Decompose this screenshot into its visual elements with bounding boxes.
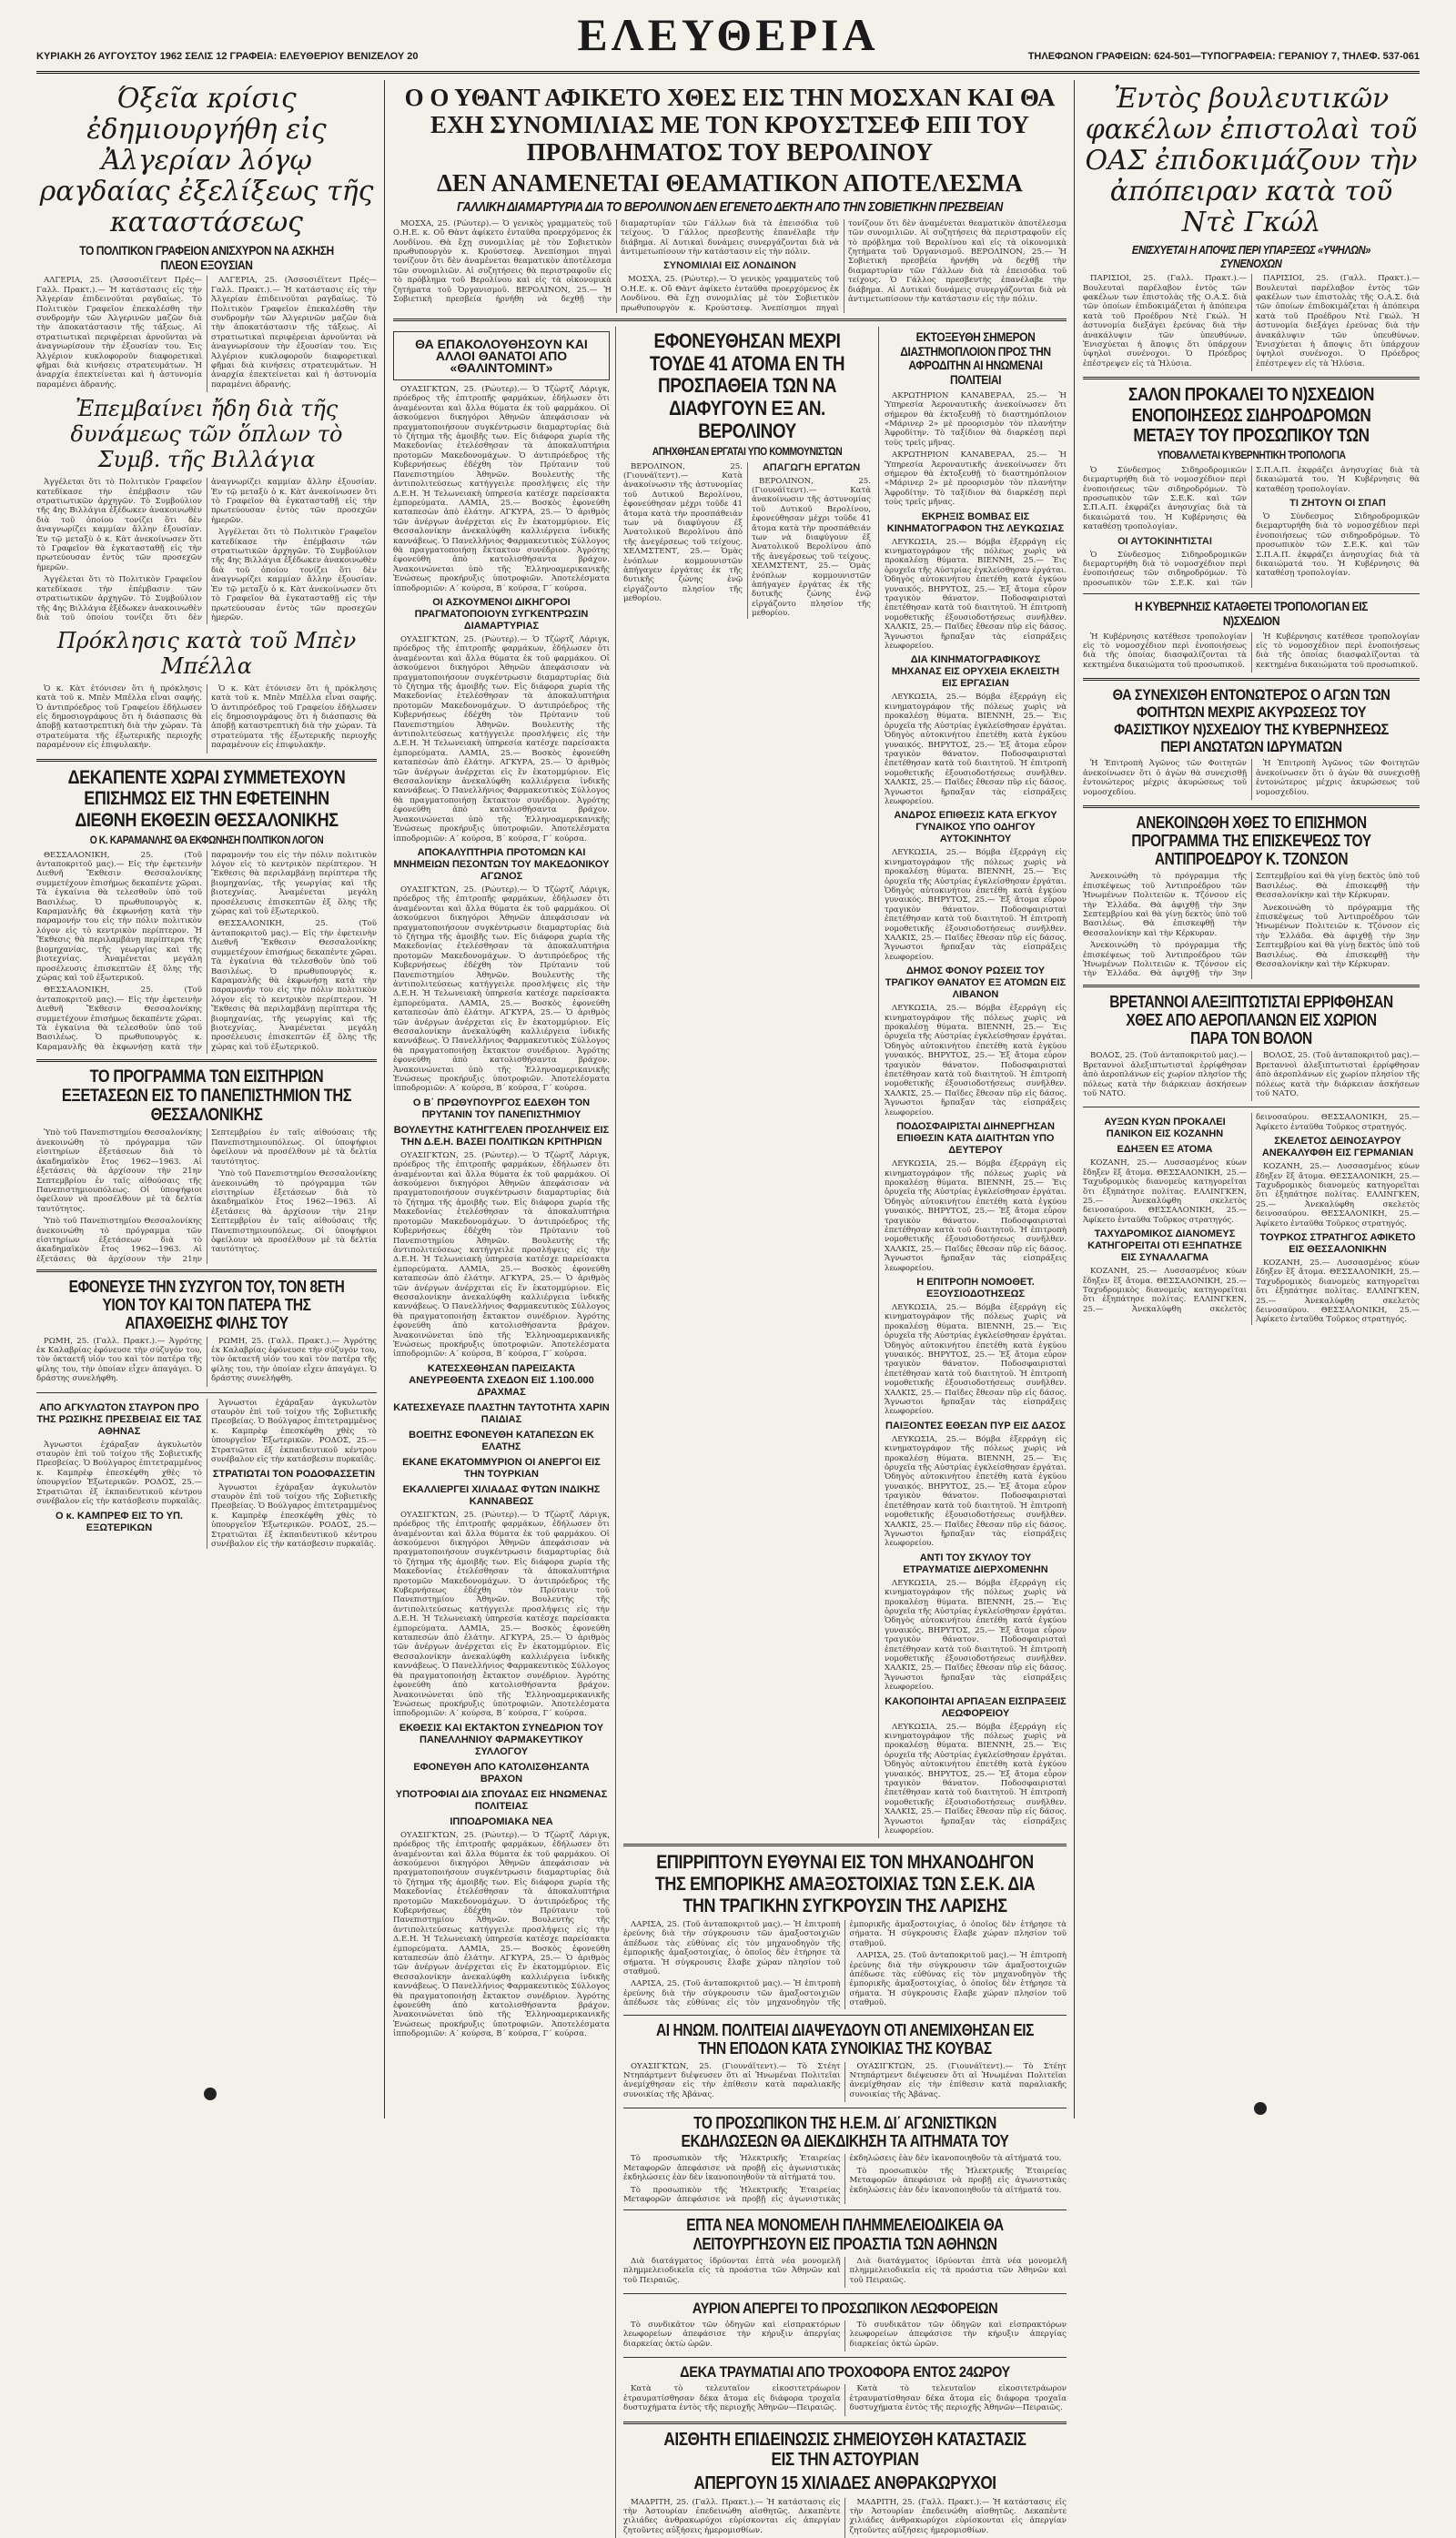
center-main-top xyxy=(623,327,1067,1838)
article-body: Ἀνεκοινώθη τὸ πρόγραμμα τῆς ἐπισκέψεως τοῦ Ἀντιπροέδρου τῶν Ἡνωμένων Πολιτειῶν κ. Τζόνσον εἰς τὴν Ἑλλάδα. Θὰ ἀφιχθῇ τὴν 3ην Σεπτεμβρίου καὶ θὰ γίνῃ δεκτὸς ὑπὸ τοῦ Βασιλέως. Θὰ ἐπισκεφθῇ τὴν Θεσσαλονίκην καὶ τὴν Κέρκυραν. Ἀνεκοινώθη τὸ πρόγραμμα τῆς ἐπισκέψεως τοῦ Ἀντιπροέδρου τῶν Ἡνωμένων Πολιτειῶν κ. Τζόνσον εἰς τὴν Ἑλλάδα. Θὰ ἀφιχθῇ τὴν 3ην Σεπτεμβρίου καὶ θὰ γίνῃ δεκτὸς ὑπὸ τοῦ Βασιλέως. Θὰ ἐπισκεφθῇ τὴν Θεσσαλονίκην καὶ τὴν Κέρκυραν. Ἀνεκοινώθη τὸ πρόγραμμα τῆς ἐπισκέψεως τοῦ Ἀντιπροέδρου τῶν Ἡνωμένων Πολιτειῶν κ. Τζόνσον εἰς τὴν Ἑλλάδα. Θὰ ἀφιχθῇ τὴν 3ην Σεπτεμβρίου καὶ θὰ γίνῃ δεκτὸς ὑπὸ τοῦ Βασιλέως. Θὰ ἐπισκεφθῇ τὴν Θεσσαλονίκην καὶ τὴν Κέρκυραν. xyxy=(1083,872,1420,979)
article-headline: ΤΟ ΠΡΟΣΩΠΙΚΟΝ ΤΗΣ Η.Ε.Μ. ΔΙ΄ ΑΓΩΝΙΣΤΙΚΩΝ ΕΚΔΗΛΩΣΕΩΝ ΘΑ ΔΙΕΚΔΙΚΗΣΗ ΤΑ ΑΙΤΗΜΑΤΑ ΤΟΥ xyxy=(681,2114,1009,2151)
brief-body: ΚΟΖΑΝΗ, 25.— Λυσσασμένος κύων ἔδηξεν ἓξ ἄτομα. ΘΕΣΣΑΛΟΝΙΚΗ, 25.— Ταχυδρομικὸς διανομεὺς κατηγορεῖται ὅτι ἐξηπάτησε πολίτας. ΕΛΛΙΝΓΚΕΝ, 25.— Ἀνεκαλύφθη σκελετὸς δεινοσαύρου. ΘΕΣΣΑΛΟΝΙΚΗ, 25.— Ἀφίκετο ἐνταῦθα Τοῦρκος στρατηγός. xyxy=(1083,1113,1420,1314)
brief-news xyxy=(1083,1113,1420,1325)
brief-body: Ἀγνωστοι ἐχάραξαν ἀγκυλωτὸν σταυρὸν ἐπὶ τοῦ τοίχου τῆς Σοβιετικῆς Πρεσβείας. Ὁ Βούλγαρος ἐπιτετραμμένος κ. Καμπρὲφ ἐπεσκέφθη χθὲς τὸ ὑπουργεῖον Ἐξωτερικῶν. ΡΟΔΟΣ, 25.— Στρατιῶται ἐξ ἐκπαιδευτικοῦ κέντρου συνέβαλον εἰς τὴν κατάσβεσιν πυρκαϊᾶς. xyxy=(211,1398,378,1465)
article-body: ΜΑΔΡΙΤΗ, 25. (Γαλλ. Πρακτ.).— Ἡ κατάστασις εἰς τὴν Ἀστουρίαν ἐπεδεινώθη αἰσθητῶς. Δεκαπέντε χιλιάδες ἀνθρακωρύχοι εὑρίσκονται εἰς ἀπεργίαν ζητοῦντες αὐξήσεις ἡμερομισθίων. ΜΑΔΡΙΤΗ, 25. (Γαλλ. Πρακτ.).— Ἡ κατάστασις εἰς τὴν Ἀστουρίαν ἐπεδεινώθη αἰσθητῶς. Δεκαπέντε χιλιάδες ἀνθρακωρύχοι εὑρίσκονται εἰς ἀπεργίαν ζητοῦντες αὐξήσεις ἡμερομισθίων. xyxy=(623,2497,1067,2535)
article-headline: ΕΚΤΟΞΕΥΘΗ ΣΗΜΕΡΟΝ ΔΙΑΣΤΗΜΟΠΛΟΙΟΝ ΠΡΟΣ ΤΗΝ ΑΦΡΟΔΙΤΗΝ ΑΙ ΗΝΩΜΕΝΑΙ ΠΟΛΙΤΕΙΑΙ xyxy=(900,329,1051,388)
article-subhead: ΤΟ ΠΟΛΙΤΙΚΟΝ ΓΡΑΦΕΙΟΝ ΑΝΙΣΧΥΡΟΝ ΝΑ ΑΣΚΗΣΗ ΠΛΕΟΝ ΕΞΟΥΣΙΑΝ xyxy=(79,243,334,272)
brief-headline: ΘΑ ΕΠΑΚΟΛΟΥΘΗΣΟΥΝ ΚΑΙ ΑΛΛΟΙ ΘΑΝΑΤΟΙ ΑΠΟ «ΘΑΛΙΝΤΟΜΙΝΤ» xyxy=(415,337,588,376)
article-headline: ΔΕΚΑ ΤΡΑΥΜΑΤΙΑΙ ΑΠΟ ΤΡΟΧΟΦΟΡΑ ΕΝΤΟΣ 24ΩΡΟΥ xyxy=(680,2363,1010,2381)
brief-body: ΟΥΑΣΙΓΚΤΩΝ, 25. (Ρώυτερ).— Ὁ Τζὼρτζ Λάριγκ, πρόεδρος τῆς ἐπιτροπῆς φαρμάκων, ἐδήλωσεν ὅτι ἀναμένονται καὶ ἄλλα θύματα ἐκ τοῦ φαρμάκου. Οἱ ἀσκούμενοι δικηγόροι Ἀθηνῶν ἀπεφάσισαν νὰ πραγματοποιήσουν συγκέντρωσιν διαμαρτυρίας διὰ τὸ ζήτημα τῆς ἀμοιβῆς των. Εἰς διάφορα χωρία τῆς Μακεδονίας ἐτελέσθησαν τὰ ἀποκαλυπτήρια προτομῶν Μακεδονομάχων. Ὁ ἀντιπρόεδρος τῆς Κυβερνήσεως ἐδέχθη τὸν Πρύτανιν τοῦ Πανεπιστημίου Ἀθηνῶν. Βουλευτὴς τῆς ἀντιπολιτεύσεως κατήγγειλε προσλήψεις εἰς τὴν Δ.Ε.Η. Ἡ Τελωνειακὴ ὑπηρεσία κατέσχε παρείσακτα ἐμπορεύματα. ΛΑΜΙΑ, 25.— Βοσκὸς ἐφονεύθη καταπεσὼν ἀπὸ ἐλάτην. ΑΓΚΥΡΑ, 25.— Ὁ ἀριθμὸς τῶν ἀνέργων ἀνέρχεται εἰς ἓν ἑκατομμύριον. Εἰς Θεσσαλονίκην ἀνεκαλύφθη καλλιέργεια ἰνδικῆς καννάβεως. Ὁ Πανελλήνιος Φαρμακευτικὸς Σύλλογος θὰ πραγματοποιήσῃ ἔκτακτον συνέδριον. Ἀγρότης ἐφονεύθη ἀπὸ κατολισθήσαντα βράχον. Ἀνακοινώνεται ὑπὸ τῆς Ἑλληνοαμερικανικῆς Ἐνώσεως προκήρυξις ὑποτροφιῶν. Ἀποτελέσματα ἱπποδρομιῶν: Α΄ κούρσα, Β΄ κούρσα, Γ΄ κούρσα. xyxy=(393,385,610,593)
ink-blot xyxy=(1254,2102,1267,2115)
brief-headline: ΔΗΜΟΣ ΦΟΝΟΥ ΡΩΣΕΙΣ ΤΟΥ ΤΡΑΓΙΚΟΥ ΘΑΝΑΤΟΥ ΕΞ ΑΤΟΜΩΝ ΕΙΣ ΛΙΒΑΝΟΝ xyxy=(885,966,1067,1001)
divider xyxy=(36,759,377,762)
article-subhead: Ο Κ. ΚΑΡΑΜΑΝΛΗΣ ΘΑ ΕΚΦΩΝΗΣΗ ΠΟΛΙΤΙΚΟΝ ΛΟΓΟΝ xyxy=(89,834,324,847)
article-body: ΛΑΡΙΣΑ, 25. (Τοῦ ἀνταποκριτοῦ μας).— Ἡ ἐπιτροπὴ ἐρεύνης διὰ τὴν σύγκρουσιν τῶν ἀμαξοστοιχιῶν ἀπέδωσε τὰς εὐθύνας εἰς τὸν μηχανοδηγὸν τῆς ἐμπορικῆς ἀμαξοστοιχίας, ὁ ὁποῖος δὲν ἐτήρησε τὰ σήματα. Ἡ σύγκρουσις ἔλαβε χώραν πλησίον τοῦ σταθμοῦ. ΛΑΡΙΣΑ, 25. (Τοῦ ἀνταποκριτοῦ μας).— Ἡ ἐπιτροπὴ ἐρεύνης διὰ τὴν σύγκρουσιν τῶν ἀμαξοστοιχιῶν ἀπέδωσε τὰς εὐθύνας εἰς τὸν μηχανοδηγὸν τῆς ἐμπορικῆς ἀμαξοστοιχίας, ὁ ὁποῖος δὲν ἐτήρησε τὰ σήματα. Ἡ σύγκρουσις ἔλαβε χώραν πλησίον τοῦ σταθμοῦ. ΛΑΡΙΣΑ, 25. (Τοῦ ἀνταποκριτοῦ μας).— Ἡ ἐπιτροπὴ ἐρεύνης διὰ τὴν σύγκρουσιν τῶν ἀμαξοστοιχιῶν ἀπέδωσε τὰς εὐθύνας εἰς τὸν μηχανοδηγὸν τῆς ἐμπορικῆς ἀμαξοστοιχίας, ὁ ὁποῖος δὲν ἐτήρησε τὰ σήματα. Ἡ σύγκρουσις ἔλαβε χώραν πλησίον τοῦ σταθμοῦ. xyxy=(623,1920,1067,2008)
brief-news xyxy=(36,1399,377,1550)
article-headline: ΒΡΕΤΑΝΝΟΙ ΑΛΕΞΙΠΤΩΤΙΣΤΑΙ ΕΡΡΙΦΘΗΣΑΝ ΧΘΕΣ ΑΠΟ ΑΕΡΟΠΛΑΝΩΝ ΕΙΣ ΧΩΡΙΟΝ ΠΑΡΑ ΤΟΝ ΒΟΛΟΝ xyxy=(1109,992,1393,1048)
brief-body: ΛΕΥΚΩΣΙΑ, 25.— Βόμβα ἐξερράγη εἰς κινηματογράφον τῆς πόλεως χωρὶς νὰ προκαλέσῃ θύματα. ΒΙΕΝΝΗ, 25.— Ἐις ὀρυχεῖα τῆς Αὐστρίας ἐγκλείσθησαν ἐργάται. Ὁδηγὸς αὐτοκινήτου ἐπετέθη κατὰ ἐγκύου γυναικός. ΒΗΡΥΤΟΣ, 25.— Ἐξ ἄτομα εὗρον τραγικὸν θάνατον. Ποδοσφαιρισταὶ ἐπετέθησαν κατὰ τοῦ διαιτητοῦ. Ἡ ἐπιτροπὴ νομοθετικῆς ἐξουσιοδοτήσεως συνῆλθεν. ΧΑΛΚΙΣ, 25.— Παῖδες ἔθεσαν πῦρ εἰς δάσος. Ἄγνωστοι ἥρπαξαν τὰς εἰσπράξεις λεωφορείου. xyxy=(885,1722,1067,1836)
brief-headline: ΑΝΤΙ ΤΟΥ ΣΚΥΛΟΥ ΤΟΥ ΕΤΡΑΥΜΑΤΙΣΕ ΔΙΕΡΧΟΜΕΝΗΝ xyxy=(903,1552,1048,1575)
brief-headline: ΕΚΑΛΛΙΕΡΓΕΙ ΧΙΛΙΑΔΑΣ ΦΥΤΩΝ ΙΝΔΙΚΗΣ ΚΑΝΝΑΒΕΩΣ xyxy=(402,1483,601,1507)
brief-headline: ΑΠΟ ΑΓΚΥΛΩΤΟΝ ΣΤΑΥΡΟΝ ΠΡΟ ΤΗΣ ΡΩΣΙΚΗΣ ΠΡΕΣΒΕΙΑΣ ΕΙΣ ΤΑΣ ΑΘΗΝΑΣ xyxy=(36,1401,202,1437)
brief-headline: ΤΟΥΡΚΟΣ ΣΤΡΑΤΗΓΟΣ ΑΦΙΚΕΤΟ ΕΙΣ ΘΕΣΣΑΛΟΝΙΚΗΝ xyxy=(1259,1232,1416,1256)
article-body: Τὸ προσωπικὸν τῆς Ἡλεκτρικῆς Ἑταιρείας Μεταφορῶν ἀπεφάσισε νὰ προβῇ εἰς ἀγωνιστικὰς ἐκδηλώσεις ἐὰν δὲν ἱκανοποιηθοῦν τὰ αἰτήματά του. Τὸ προσωπικὸν τῆς Ἡλεκτρικῆς Ἑταιρείας Μεταφορῶν ἀπεφάσισε νὰ προβῇ εἰς ἀγωνιστικὰς ἐκδηλώσεις ἐὰν δὲν ἱκανοποιηθοῦν τὰ αἰτήματά του. Τὸ προσωπικὸν τῆς Ἡλεκτρικῆς Ἑταιρείας Μεταφορῶν ἀπεφάσισε νὰ προβῇ εἰς ἀγωνιστικὰς ἐκδηλώσεις ἐὰν δὲν ἱκανοποιηθοῦν τὰ αἰτήματά του. xyxy=(623,2154,1067,2205)
left-column xyxy=(36,80,377,2118)
brief-body: ΟΥΑΣΙΓΚΤΩΝ, 25. (Ρώυτερ).— Ὁ Τζὼρτζ Λάριγκ, πρόεδρος τῆς ἐπιτροπῆς φαρμάκων, ἐδήλωσεν ὅτι ἀναμένονται καὶ ἄλλα θύματα ἐκ τοῦ φαρμάκου. Οἱ ἀσκούμενοι δικηγόροι Ἀθηνῶν ἀπεφάσισαν νὰ πραγματοποιήσουν συγκέντρωσιν διαμαρτυρίας διὰ τὸ ζήτημα τῆς ἀμοιβῆς των. Εἰς διάφορα χωρία τῆς Μακεδονίας ἐτελέσθησαν τὰ ἀποκαλυπτήρια προτομῶν Μακεδονομάχων. Ὁ ἀντιπρόεδρος τῆς Κυβερνήσεως ἐδέχθη τὸν Πρύτανιν τοῦ Πανεπιστημίου Ἀθηνῶν. Βουλευτὴς τῆς ἀντιπολιτεύσεως κατήγγειλε προσλήψεις εἰς τὴν Δ.Ε.Η. Ἡ Τελωνειακὴ ὑπηρεσία κατέσχε παρείσακτα ἐμπορεύματα. ΛΑΜΙΑ, 25.— Βοσκὸς ἐφονεύθη καταπεσὼν ἀπὸ ἐλάτην. ΑΓΚΥΡΑ, 25.— Ὁ ἀριθμὸς τῶν ἀνέργων ἀνέρχεται εἰς ἓν ἑκατομμύριον. Εἰς Θεσσαλονίκην ἀνεκαλύφθη καλλιέργεια ἰνδικῆς καννάβεως. Ὁ Πανελλήνιος Φαρμακευτικὸς Σύλλογος θὰ πραγματοποιήσῃ ἔκτακτον συνέδριον. Ἀγρότης ἐφονεύθη ἀπὸ κατολισθήσαντα βράχον. Ἀνακοινώνεται ὑπὸ τῆς Ἑλληνοαμερικανικῆς Ἐνώσεως προκήρυξις ὑποτροφιῶν. Ἀποτελέσματα ἱπποδρομιῶν: Α΄ κούρσα, Β΄ κούρσα, Γ΄ κούρσα. xyxy=(393,1150,610,1360)
brief-body: ΛΕΥΚΩΣΙΑ, 25.— Βόμβα ἐξερράγη εἰς κινηματογράφον τῆς πόλεως χωρὶς νὰ προκαλέσῃ θύματα. ΒΙΕΝΝΗ, 25.— Ἐις ὀρυχεῖα τῆς Αὐστρίας ἐγκλείσθησαν ἐργάται. Ὁδηγὸς αὐτοκινήτου ἐπετέθη κατὰ ἐγκύου γυναικός. ΒΗΡΥΤΟΣ, 25.— Ἐξ ἄτομα εὗρον τραγικὸν θάνατον. Ποδοσφαιρισταὶ ἐπετέθησαν κατὰ τοῦ διαιτητοῦ. Ἡ ἐπιτροπὴ νομοθετικῆς ἐξουσιοδοτήσεως συνῆλθεν. ΧΑΛΚΙΣ, 25.— Παῖδες ἔθεσαν πῦρ εἰς δάσος. Ἄγνωστοι ἥρπαξαν τὰς εἰσπράξεις λεωφορείου. xyxy=(885,1302,1067,1417)
brief-headline: Ο κ. ΚΑΜΠΡΕΦ ΕΙΣ ΤΟ ΥΠ. ΕΞΩΤΕΡΙΚΩΝ xyxy=(56,1510,183,1533)
brief-headline: ΣΤΡΑΤΙΩΤΑΙ ΤΟΝ ΡΟΔΟΦΑΣΣΕΤΙΝ xyxy=(212,1468,376,1480)
brief-body: ΚΟΖΑΝΗ, 25.— Λυσσασμένος κύων ἔδηξεν ἓξ ἄτομα. ΘΕΣΣΑΛΟΝΙΚΗ, 25.— Ταχυδρομικὸς διανομεὺς κατηγορεῖται ὅτι ἐξηπάτησε πολίτας. ΕΛΛΙΝΓΚΕΝ, 25.— Ἀνεκαλύφθη σκελετὸς δεινοσαύρου. ΘΕΣΣΑΛΟΝΙΚΗ, 25.— Ἀφίκετο ἐνταῦθα Τοῦρκος στρατηγός. xyxy=(1256,1162,1420,1229)
article-headline: Όξεῖα κρίσις ἐδημιουργήθη εἰς Ἀλγερίαν λόγῳ ραγδαίας ἐξελίξεως τῆς καταστάσεως xyxy=(39,83,374,238)
brief-body: ΛΕΥΚΩΣΙΑ, 25.— Βόμβα ἐξερράγη εἰς κινηματογράφον τῆς πόλεως χωρὶς νὰ προκαλέσῃ θύματα. ΒΙΕΝΝΗ, 25.— Ἐις ὀρυχεῖα τῆς Αὐστρίας ἐγκλείσθησαν ἐργάται. Ὁδηγὸς αὐτοκινήτου ἐπετέθη κατὰ ἐγκύου γυναικός. ΒΗΡΥΤΟΣ, 25.— Ἐξ ἄτομα εὗρον τραγικὸν θάνατον. Ποδοσφαιρισταὶ ἐπετέθησαν κατὰ τοῦ διαιτητοῦ. Ἡ ἐπιτροπὴ νομοθετικῆς ἐξουσιοδοτήσεως συνῆλθεν. ΧΑΛΚΙΣ, 25.— Παῖδες ἔθεσαν πῦρ εἰς δάσος. Ἄγνωστοι ἥρπαξαν τὰς εἰσπράξεις λεωφορείου. xyxy=(885,693,1067,806)
brief-body: ΟΥΑΣΙΓΚΤΩΝ, 25. (Ρώυτερ).— Ὁ Τζὼρτζ Λάριγκ, πρόεδρος τῆς ἐπιτροπῆς φαρμάκων, ἐδήλωσεν ὅτι ἀναμένονται καὶ ἄλλα θύματα ἐκ τοῦ φαρμάκου. Οἱ ἀσκούμενοι δικηγόροι Ἀθηνῶν ἀπεφάσισαν νὰ πραγματοποιήσουν συγκέντρωσιν διαμαρτυρίας διὰ τὸ ζήτημα τῆς ἀμοιβῆς των. Εἰς διάφορα χωρία τῆς Μακεδονίας ἐτελέσθησαν τὰ ἀποκαλυπτήρια προτομῶν Μακεδονομάχων. Ὁ ἀντιπρόεδρος τῆς Κυβερνήσεως ἐδέχθη τὸν Πρύτανιν τοῦ Πανεπιστημίου Ἀθηνῶν. Βουλευτὴς τῆς ἀντιπολιτεύσεως κατήγγειλε προσλήψεις εἰς τὴν Δ.Ε.Η. Ἡ Τελωνειακὴ ὑπηρεσία κατέσχε παρείσακτα ἐμπορεύματα. ΛΑΜΙΑ, 25.— Βοσκὸς ἐφονεύθη καταπεσὼν ἀπὸ ἐλάτην. ΑΓΚΥΡΑ, 25.— Ὁ ἀριθμὸς τῶν ἀνέργων ἀνέρχεται εἰς ἓν ἑκατομμύριον. Εἰς Θεσσαλονίκην ἀνεκαλύφθη καλλιέργεια ἰνδικῆς καννάβεως. Ὁ Πανελλήνιος Φαρμακευτικὸς Σύλλογος θὰ πραγματοποιήσῃ ἔκτακτον συνέδριον. Ἀγρότης ἐφονεύθη ἀπὸ κατολισθήσαντα βράχον. Ἀνακοινώνεται ὑπὸ τῆς Ἑλληνοαμερικανικῆς Ἐνώσεως προκήρυξις ὑποτροφιῶν. Ἀποτελέσματα ἱπποδρομιῶν: Α΄ κούρσα, Β΄ κούρσα, Γ΄ κούρσα. xyxy=(393,1830,610,2039)
brief-headline: ΠΑΙΞΟΝΤΕΣ ΕΘΕΣΑΝ ΠΥΡ ΕΙΣ ΔΑΣΟΣ xyxy=(885,1420,1066,1431)
side-briefs xyxy=(878,327,1067,1838)
article-body: Ὁ κ. Κὰτ ἐτόνισεν ὅτι ἡ πρόκλησις κατὰ τοῦ κ. Μπὲν Μπέλλα εἶναι σαφής. Ὁ ἀντιπρόεδρος τοῦ Γραφείου ἐδήλωσεν εἰς δημοσιογράφους ὅτι ἡ διάσπασις θὰ ἀποβῇ καταστρεπτικὴ διὰ τὴν χώραν. Τὰ στρατεύματα τῆς ἐξωτερικῆς περιοχῆς παραμένουν εἰς ἐπιφυλακήν. Ὁ κ. Κὰτ ἐτόνισεν ὅτι ἡ πρόκλησις κατὰ τοῦ κ. Μπὲν Μπέλλα εἶναι σαφής. Ὁ ἀντιπρόεδρος τοῦ Γραφείου ἐδήλωσεν εἰς δημοσιογράφους ὅτι ἡ διάσπασις θὰ ἀποβῇ καταστρεπτικὴ διὰ τὴν χώραν. Τὰ στρατεύματα τῆς ἐξωτερικῆς περιοχῆς παραμένουν εἰς ἐπιφυλακήν. xyxy=(36,683,377,751)
article-body: ΑΛΓΕΡΙΑ, 25. (Ἀσσοσιέϊτεντ Πρές—Γαλλ. Πρακτ.).— Ἡ κατάστασις εἰς τὴν Ἀλγερίαν ἐπιδεινοῦται ραγδαίως. Τὸ Πολιτικὸν Γραφεῖον ἐπεκαλέσθη τὴν συνδρομὴν τῶν Ἀλγερινῶν μαζῶν διὰ τὴν ἀποκατάστασιν τῆς τάξεως. Αἱ στρατιωτικαὶ περιφέρειαι ἀρνοῦνται νὰ ἀναγνωρίσουν τὴν ἐξουσίαν του. Ἐις Ἀλγέριον κυκλοφοροῦν διαφορετικαὶ φῆμαι διὰ κινήσεις στρατευμάτων. Ἡ ἀναρχία ἐπεκτείνεται καὶ ἡ ἀστυνομία παραμένει ἀδρανής. ΑΛΓΕΡΙΑ, 25. (Ἀσσοσιέϊτεντ Πρές—Γαλλ. Πρακτ.).— Ἡ κατάστασις εἰς τὴν Ἀλγερίαν ἐπιδεινοῦται ραγδαίως. Τὸ Πολιτικὸν Γραφεῖον ἐπεκαλέσθη τὴν συνδρομὴν τῶν Ἀλγερινῶν μαζῶν διὰ τὴν ἀποκατάστασιν τῆς τάξεως. Αἱ στρατιωτικαὶ περιφέρειαι ἀρνοῦνται νὰ ἀναγνωρίσουν τὴν ἐξουσίαν του. Ἐις Ἀλγέριον κυκλοφοροῦν διαφορετικαὶ φῆμαι διὰ κινήσεις στρατευμάτων. Ἡ ἀναρχία ἐπεκτείνεται καὶ ἡ ἀστυνομία παραμένει ἀδρανής. xyxy=(36,276,377,389)
article-headline: ΑΥΡΙΟΝ ΑΠΕΡΓΕΙ ΤΟ ΠΡΟΣΩΠΙΚΟΝ ΛΕΩΦΟΡΕΙΩΝ xyxy=(692,2300,998,2317)
article-body: Ὁ Σύνδεσμος Σιδηροδρομικῶν διεμαρτυρήθη διὰ τὸ νομοσχέδιον περὶ ἑνοποιήσεως τῶν σιδηροδρόμων. Τὸ προσωπικὸν τῶν Σ.Ε.Κ. καὶ τῶν Σ.Π.Α.Π. ἐκφράζει ἀνησυχίας διὰ τὰ δικαιώματά του. Ἡ Κυβέρνησις θὰ καταθέσῃ τροπολογίαν. ΟΙ ΑΥΤΟΚΙΝΗΤΙΣΤΑΙ Ὁ Σύνδεσμος Σιδηροδρομικῶν διεμαρτυρήθη διὰ τὸ νομοσχέδιον περὶ ἑνοποιήσεως τῶν σιδηροδρόμων. Τὸ προσωπικὸν τῶν Σ.Ε.Κ. καὶ τῶν Σ.Π.Α.Π. ἐκφράζει ἀνησυχίας διὰ τὰ δικαιώματά του. Ἡ Κυβέρνησις θὰ καταθέσῃ τροπολογίαν. ΤΙ ΖΗΤΟΥΝ ΟΙ ΣΠΑΠ Ὁ Σύνδεσμος Σιδηροδρομικῶν διεμαρτυρήθη διὰ τὸ νομοσχέδιον περὶ ἑνοποιήσεως τῶν σιδηροδρόμων. Τὸ προσωπικὸν τῶν Σ.Ε.Κ. καὶ τῶν Σ.Π.Α.Π. ἐκφράζει ἀνησυχίας διὰ τὰ δικαιώματά του. Ἡ Κυβέρνησις θὰ καταθέσῃ τροπολογίαν. xyxy=(1083,465,1420,588)
brief-headline: ΤΑΧΥΔΡΟΜΙΚΟΣ ΔΙΑΝΟΜΕΥΣ ΚΑΤΗΓΟΡΕΙΤΑΙ ΟΤΙ ΕΞΗΠΑΤΗΣΕ ΕΙΣ ΣΥΝΑΛΛΑΓΜΑ xyxy=(1087,1229,1242,1264)
center-column xyxy=(393,80,1067,2535)
brief-headline: ΑΝΔΡΟΣ ΕΠΙΘΕΣΙΣ ΚΑΤΑ ΕΓΚΥΟΥ ΓΥΝΑΙΚΟΣ ΥΠΟ ΟΔΗΓΟΥ ΑΥΤΟΚΙΝΗΤΟΥ xyxy=(894,810,1057,845)
brief-headline: ΣΚΕΛΕΤΟΣ ΔΕΙΝΟΣΑΥΡΟΥ ΑΝΕΚΑΛΥΦΘΗ ΕΙΣ ΓΕΡΜΑΝΙΑΝ xyxy=(1261,1136,1414,1159)
brief-body: ΟΥΑΣΙΓΚΤΩΝ, 25. (Ρώυτερ).— Ὁ Τζὼρτζ Λάριγκ, πρόεδρος τῆς ἐπιτροπῆς φαρμάκων, ἐδήλωσεν ὅτι ἀναμένονται καὶ ἄλλα θύματα ἐκ τοῦ φαρμάκου. Οἱ ἀσκούμενοι δικηγόροι Ἀθηνῶν ἀπεφάσισαν νὰ πραγματοποιήσουν συγκέντρωσιν διαμαρτυρίας διὰ τὸ ζήτημα τῆς ἀμοιβῆς των. Εἰς διάφορα χωρία τῆς Μακεδονίας ἐτελέσθησαν τὰ ἀποκαλυπτήρια προτομῶν Μακεδονομάχων. Ὁ ἀντιπρόεδρος τῆς Κυβερνήσεως ἐδέχθη τὸν Πρύτανιν τοῦ Πανεπιστημίου Ἀθηνῶν. Βουλευτὴς τῆς ἀντιπολιτεύσεως κατήγγειλε προσλήψεις εἰς τὴν Δ.Ε.Η. Ἡ Τελωνειακὴ ὑπηρεσία κατέσχε παρείσακτα ἐμπορεύματα. ΛΑΜΙΑ, 25.— Βοσκὸς ἐφονεύθη καταπεσὼν ἀπὸ ἐλάτην. ΑΓΚΥΡΑ, 25.— Ὁ ἀριθμὸς τῶν ἀνέργων ἀνέρχεται εἰς ἓν ἑκατομμύριον. Εἰς Θεσσαλονίκην ἀνεκαλύφθη καλλιέργεια ἰνδικῆς καννάβεως. Ὁ Πανελλήνιος Φαρμακευτικὸς Σύλλογος θὰ πραγματοποιήσῃ ἔκτακτον συνέδριον. Ἀγρότης ἐφονεύθη ἀπὸ κατολισθήσαντα βράχον. Ἀνακοινώνεται ὑπὸ τῆς Ἑλληνοαμερικανικῆς Ἐνώσεως προκήρυξις ὑποτροφιῶν. Ἀποτελέσματα ἱπποδρομιῶν: Α΄ κούρσα, Β΄ κούρσα, Γ΄ κούρσα. xyxy=(393,634,610,844)
divider xyxy=(623,2422,1067,2424)
article-body: ΒΟΛΟΣ, 25. (Τοῦ ἀνταποκριτοῦ μας).— Βρεταννοὶ ἀλεξιπτωτισταὶ ἐρρίφθησαν ἀπὸ ἀεροπλάνων εἰς χωρίον πλησίον τῆς πόλεως κατὰ τὴν διάρκειαν ἀσκήσεων τοῦ ΝΑΤΟ. ΒΟΛΟΣ, 25. (Τοῦ ἀνταποκριτοῦ μας).— Βρεταννοὶ ἀλεξιπτωτισταὶ ἐρρίφθησαν ἀπὸ ἀεροπλάνων εἰς χωρίον πλησίον τῆς πόλεως κατὰ τὴν διάρκειαν ἀσκήσεων τοῦ ΝΑΤΟ. xyxy=(1083,1051,1420,1098)
lead-body: ΜΟΣΧΑ, 25. (Ρώυτερ).— Ὁ γενικὸς γραμματεὺς τοῦ Ο.Η.Ε. κ. Οὔ Θὰντ ἀφίκετο ἐνταῦθα προερχόμενος ἐκ Λονδίνου. Θὰ ἔχῃ συνομιλίας μὲ τὸν Σοβιετικὸν πρωθυπουργὸν κ. Κρούστσεφ. Ἀνεπίσημοι πηγαὶ τονίζουν ὅτι δὲν ἀναμένεται θεαματικὸν ἀποτέλεσμα τῶν συνομιλιῶν. Αἱ συζητήσεις θὰ περιστραφοῦν εἰς τὸ πρόβλημα τοῦ Βερολίνου καὶ εἰς τὰ οἰκονομικὰ ζητήματα τοῦ Ὀργανισμοῦ. ΒΕΡΟΛΙΝΟΝ, 25.— Ἡ Σοβιετικὴ πρεσβεία ἠρνήθη νὰ δεχθῇ τὴν διαμαρτυρίαν τῶν Γάλλων διὰ τὰ ἐπεισόδια τοῦ τείχους. Ὁ Γάλλος πρεσβευτὴς ἐπανέλαβε τὴν διάβημα. Αἱ Δυτικαὶ δυνάμεις συνεργάζονται διὰ νὰ ἀντιμετωπίσουν τὴν κατάστασιν εἰς τὴν πόλιν. ΣΥΝΟΜΙΛΙΑΙ ΕΙΣ ΛΟΝΔΙΝΟΝ ΜΟΣΧΑ, 25. (Ρώυτερ).— Ὁ γενικὸς γραμματεὺς τοῦ Ο.Η.Ε. κ. Οὔ Θὰντ ἀφίκετο ἐνταῦθα προερχόμενος ἐκ Λονδίνου. Θὰ ἔχῃ συνομιλίας μὲ τὸν Σοβιετικὸν πρωθυπουργὸν κ. Κρούστσεφ. Ἀνεπίσημοι πηγαὶ τονίζουν ὅτι δὲν ἀναμένεται θεαματικὸν ἀποτέλεσμα τῶν συνομιλιῶν. Αἱ συζητήσεις θὰ περιστραφοῦν εἰς τὸ πρόβλημα τοῦ Βερολίνου καὶ εἰς τὰ οἰκονομικὰ ζητήματα τοῦ Ὀργανισμοῦ. ΒΕΡΟΛΙΝΟΝ, 25.— Ἡ Σοβιετικὴ πρεσβεία ἠρνήθη νὰ δεχθῇ τὴν διαμαρτυρίαν τῶν Γάλλων διὰ τὰ ἐπεισόδια τοῦ τείχους. Ὁ Γάλλος πρεσβευτὴς ἐπανέλαβε τὴν διάβημα. Αἱ Δυτικαὶ δυνάμεις συνεργάζονται διὰ νὰ ἀντιμετωπίσουν τὴν κατάστασιν εἰς τὴν πόλιν. xyxy=(393,218,1067,313)
brief-headline: ΕΦΟΝΕΥΘΗ ΑΠΟ ΚΑΤΟΛΙΣΘΗΣΑΝΤΑ ΒΡΑΧΟΝ xyxy=(413,1761,590,1785)
center-main xyxy=(623,327,1067,2538)
brief-body: ΚΟΖΑΝΗ, 25.— Λυσσασμένος κύων ἔδηξεν ἓξ ἄτομα. ΘΕΣΣΑΛΟΝΙΚΗ, 25.— Ταχυδρομικὸς διανομεὺς κατηγορεῖται ὅτι ἐξηπάτησε πολίτας. ΕΛΛΙΝΓΚΕΝ, 25.— Ἀνεκαλύφθη σκελετὸς δεινοσαύρου. ΘΕΣΣΑΛΟΝΙΚΗ, 25.— Ἀφίκετο ἐνταῦθα Τοῦρκος στρατηγός. xyxy=(1083,1158,1247,1225)
masthead xyxy=(36,11,1420,74)
brief-headline: ΚΑΤΕΣΧΕΥΑΣΕ ΠΛΑΣΤΗΝ ΤΑΥΤΟΤΗΤΑ ΧΑΡΙΝ ΠΑΙΔΙΑΣ xyxy=(393,1401,610,1425)
brief-headline: ΙΠΠΟΔΡΟΜΙΑΚΑ ΝΕΑ xyxy=(450,1815,553,1827)
article-body: Ἡ Ἐπιτροπὴ Ἀγῶνος τῶν Φοιτητῶν ἀνεκοίνωσεν ὅτι ὁ ἀγὼν θὰ συνεχισθῇ ἐντονώτερος μέχρις ἀκυρώσεως τοῦ νομοσχεδίου. Ἡ Ἐπιτροπὴ Ἀγῶνος τῶν Φοιτητῶν ἀνεκοίνωσεν ὅτι ὁ ἀγὼν θὰ συνεχισθῇ ἐντονώτερος μέχρις ἀκυρώσεως τοῦ νομοσχεδίου. xyxy=(1083,759,1420,797)
article-body: Ἡ Κυβέρνησις κατέθεσε τροπολογίαν εἰς τὸ νομοσχέδιον περὶ ἑνοποιήσεως διὰ τῆς ὁποίας διασφαλίζονται τὰ κεκτημένα δικαιώματα τοῦ προσωπικοῦ. Ἡ Κυβέρνησις κατέθεσε τροπολογίαν εἰς τὸ νομοσχέδιον περὶ ἑνοποιήσεως διὰ τῆς ὁποίας διασφαλίζονται τὰ κεκτημένα δικαιώματα τοῦ προσωπικοῦ. xyxy=(1083,632,1420,670)
brief-headline: ΚΑΤΕΣΧΕΘΗΣΑΝ ΠΑΡΕΙΣΑΚΤΑ ΑΝΕΥΡΕΘΕΝΤΑ ΣΧΕΔΟΝ ΕΙΣ 1.100.000 ΔΡΑΧΜΑΣ xyxy=(409,1362,594,1398)
brief-headline: ΕΚΘΕΣΙΣ ΚΑΙ ΕΚΤΑΚΤΟΝ ΣΥΝΕΔΡΙΟΝ ΤΟΥ ΠΑΝΕΛΛΗΝΙΟΥ ΦΑΡΜΑΚΕΥΤΙΚΟΥ ΣΥΛΛΟΓΟΥ xyxy=(399,1722,604,1757)
article-headline: ΑΙ ΗΝΩΜ. ΠΟΛΙΤΕΙΑΙ ΔΙΑΨΕΥΔΟΥΝ ΟΤΙ ΑΝΕΜΙΧΘΗΣΑΝ ΕΙΣ ΤΗΝ ΕΠΟΔΟΝ ΚΑΤΑ ΣΥΝΟΙΚΙΑΣ ΤΗΣ ΚΟΥΒΑΣ xyxy=(655,2021,1035,2058)
article-body: Τὸ συνδικᾶτον τῶν ὁδηγῶν καὶ εἰσπρακτόρων λεωφορείων ἀπεφάσισε τὴν κήρυξιν ἀπεργίας διαρκείας ὀκτὼ ὡρῶν. Τὸ συνδικᾶτον τῶν ὁδηγῶν καὶ εἰσπρακτόρων λεωφορείων ἀπεφάσισε τὴν κήρυξιν ἀπεργίας διαρκείας ὀκτὼ ὡρῶν. xyxy=(623,2321,1067,2349)
section-label: ΣΥΝΟΜΙΛΙΑΙ ΕΙΣ ΛΟΝΔΙΝΟΝ xyxy=(663,260,796,272)
article-headline: Ἐντὸς βουλευτικῶν φακέλων ἐπιστολαὶ τοῦ ΟΑΣ ἐπιδοκιμάζουν τὴν ἀπόπειραν κατὰ τοῦ Ντὲ Γκώλ xyxy=(1085,83,1418,238)
brief-headline: Ο Β΄ ΠΡΩΘΥΠΟΥΡΓΟΣ ΕΔΕΧΘΗ ΤΟΝ ΠΡΥΤΑΝΙΝ ΤΟΥ ΠΑΝΕΠΙΣΤΗΜΙΟΥ xyxy=(412,1097,591,1120)
divider xyxy=(36,1059,377,1062)
brief-body: ΟΥΑΣΙΓΚΤΩΝ, 25. (Ρώυτερ).— Ὁ Τζὼρτζ Λάριγκ, πρόεδρος τῆς ἐπιτροπῆς φαρμάκων, ἐδήλωσεν ὅτι ἀναμένονται καὶ ἄλλα θύματα ἐκ τοῦ φαρμάκου. Οἱ ἀσκούμενοι δικηγόροι Ἀθηνῶν ἀπεφάσισαν νὰ πραγματοποιήσουν συγκέντρωσιν διαμαρτυρίας διὰ τὸ ζήτημα τῆς ἀμοιβῆς των. Εἰς διάφορα χωρία τῆς Μακεδονίας ἐτελέσθησαν τὰ ἀποκαλυπτήρια προτομῶν Μακεδονομάχων. Ὁ ἀντιπρόεδρος τῆς Κυβερνήσεως ἐδέχθη τὸν Πρύτανιν τοῦ Πανεπιστημίου Ἀθηνῶν. Βουλευτὴς τῆς ἀντιπολιτεύσεως κατήγγειλε προσλήψεις εἰς τὴν Δ.Ε.Η. Ἡ Τελωνειακὴ ὑπηρεσία κατέσχε παρείσακτα ἐμπορεύματα. ΛΑΜΙΑ, 25.— Βοσκὸς ἐφονεύθη καταπεσὼν ἀπὸ ἐλάτην. ΑΓΚΥΡΑ, 25.— Ὁ ἀριθμὸς τῶν ἀνέργων ἀνέρχεται εἰς ἓν ἑκατομμύριον. Εἰς Θεσσαλονίκην ἀνεκαλύφθη καλλιέργεια ἰνδικῆς καννάβεως. Ὁ Πανελλήνιος Φαρμακευτικὸς Σύλλογος θὰ πραγματοποιήσῃ ἔκτακτον συνέδριον. Ἀγρότης ἐφονεύθη ἀπὸ κατολισθήσαντα βράχον. Ἀνακοινώνεται ὑπὸ τῆς Ἑλληνοαμερικανικῆς Ἐνώσεως προκήρυξις ὑποτροφιῶν. Ἀποτελέσματα ἱπποδρομιῶν: Α΄ κούρσα, Β΄ κούρσα, Γ΄ κούρσα. xyxy=(393,885,610,1094)
lead-headline-2: ΔΕΝ ΑΝΑΜΕΝΕΤΑΙ ΘΕΑΜΑΤΙΚΟΝ ΑΠΟΤΕΛΕΣΜΑ xyxy=(437,169,1023,197)
article-headline: ΑΝΕΚΟΙΝΩΘΗ ΧΘΕΣ ΤΟ ΕΠΙΣΗΜΟΝ ΠΡΟΓΡΑΜΜΑ ΤΗΣ ΕΠΙΣΚΕΨΕΩΣ ΤΟΥ ΑΝΤΙΠΡΟΕΔΡΟΥ Κ. ΤΖΟΝΣΟΝ xyxy=(1131,813,1371,869)
brief-headline: ΒΟΥΛΕΥΤΗΣ ΚΑΤΗΓΓΕΛΕΝ ΠΡΟΣΛΗΨΕΙΣ ΕΙΣ ΤΗΝ Δ.Ε.Η. ΒΑΣΕΙ ΠΟΛΙΤΙΚΩΝ ΚΡΙΤΗΡΙΩΝ xyxy=(393,1124,610,1148)
article-headline: ΣΑΛΟΝ ΠΡΟΚΑΛΕΙ ΤΟ Ν)ΣΧΕΔΙΟΝ ΕΝΟΠΟΙΗΣΕΩΣ ΣΙΔΗΡΟΔΡΟΜΩΝ ΜΕΤΑΞΥ ΤΟΥ ΠΡΟΣΩΠΙΚΟΥ ΤΩΝ xyxy=(1127,385,1375,446)
brief-body: ΛΕΥΚΩΣΙΑ, 25.— Βόμβα ἐξερράγη εἰς κινηματογράφον τῆς πόλεως χωρὶς νὰ προκαλέσῃ θύματα. ΒΙΕΝΝΗ, 25.— Ἐις ὀρυχεῖα τῆς Αὐστρίας ἐγκλείσθησαν ἐργάται. Ὁδηγὸς αὐτοκινήτου ἐπετέθη κατὰ ἐγκύου γυναικός. ΒΗΡΥΤΟΣ, 25.— Ἐξ ἄτομα εὗρον τραγικὸν θάνατον. Ποδοσφαιρισταὶ ἐπετέθησαν κατὰ τοῦ διαιτητοῦ. Ἡ ἐπιτροπὴ νομοθετικῆς ἐξουσιοδοτήσεως συνῆλθεν. ΧΑΛΚΙΣ, 25.— Παῖδες ἔθεσαν πῦρ εἰς δάσος. Ἄγνωστοι ἥρπαξαν τὰς εἰσπράξεις λεωφορείου. xyxy=(885,1578,1067,1693)
article-body: ΘΕΣΣΑΛΟΝΙΚΗ, 25. (Τοῦ ἀνταποκριτοῦ μας).— Εἰς τὴν ἐφετεινὴν Διεθνῆ Ἔκθεσιν Θεσσαλονίκης συμμετέχουν ἐπισήμως δεκαπέντε χῶραι. Τὰ ἐγκαίνια θὰ τελεσθοῦν ὑπὸ τοῦ Βασιλέως. Ὁ πρωθυπουργὸς κ. Καραμανλῆς θὰ ἐκφωνήσῃ κατὰ τὴν παραμονήν του εἰς τὴν πόλιν πολιτικὸν λόγον εἰς τὸ κεντρικὸν περίπτερον. Ἡ Ἔκθεσις θὰ περιλαμβάνῃ περίπτερα τῆς βιομηχανίας, τῆς γεωργίας καὶ τῆς βιοτεχνίας. Ἀναμένεται μεγάλη προσέλευσις ἐπισκεπτῶν ἐξ ὅλης τῆς χώρας καὶ τοῦ ἐξωτερικοῦ. ΘΕΣΣΑΛΟΝΙΚΗ, 25. (Τοῦ ἀνταποκριτοῦ μας).— Εἰς τὴν ἐφετεινὴν Διεθνῆ Ἔκθεσιν Θεσσαλονίκης συμμετέχουν ἐπισήμως δεκαπέντε χῶραι. Τὰ ἐγκαίνια θὰ τελεσθοῦν ὑπὸ τοῦ Βασιλέως. Ὁ πρωθυπουργὸς κ. Καραμανλῆς θὰ ἐκφωνήσῃ κατὰ τὴν παραμονήν του εἰς τὴν πόλιν πολιτικὸν λόγον εἰς τὸ κεντρικὸν περίπτερον. Ἡ Ἔκθεσις θὰ περιλαμβάνῃ περίπτερα τῆς βιομηχανίας, τῆς γεωργίας καὶ τῆς βιοτεχνίας. Ἀναμένεται μεγάλη προσέλευσις ἐπισκεπτῶν ἐξ ὅλης τῆς χώρας καὶ τοῦ ἐξωτερικοῦ. ΘΕΣΣΑΛΟΝΙΚΗ, 25. (Τοῦ ἀνταποκριτοῦ μας).— Εἰς τὴν ἐφετεινὴν Διεθνῆ Ἔκθεσιν Θεσσαλονίκης συμμετέχουν ἐπισήμως δεκαπέντε χῶραι. Τὰ ἐγκαίνια θὰ τελεσθοῦν ὑπὸ τοῦ Βασιλέως. Ὁ πρωθυπουργὸς κ. Καραμανλῆς θὰ ἐκφωνήσῃ κατὰ τὴν παραμονήν του εἰς τὴν πόλιν πολιτικὸν λόγον εἰς τὸ κεντρικὸν περίπτερον. Ἡ Ἔκθεσις θὰ περιλαμβάνῃ περίπτερα τῆς βιομηχανίας, τῆς γεωργίας καὶ τῆς βιοτεχνίας. Ἀναμένεται μεγάλη προσέλευσις ἐπισκεπτῶν ἐξ ὅλης τῆς χώρας καὶ τοῦ ἐξωτερικοῦ. xyxy=(36,850,377,1052)
article-body: Διὰ διατάγματος ἱδρύονται ἑπτὰ νέα μονομελῆ πλημμελειοδικεῖα εἰς τὰ προάστια τῶν Ἀθηνῶν καὶ τοῦ Πειραιῶς. Διὰ διατάγματος ἱδρύονται ἑπτὰ νέα μονομελῆ πλημμελειοδικεῖα εἰς τὰ προάστια τῶν Ἀθηνῶν καὶ τοῦ Πειραιῶς. xyxy=(623,2256,1067,2285)
brief-body: ΛΕΥΚΩΣΙΑ, 25.— Βόμβα ἐξερράγη εἰς κινηματογράφον τῆς πόλεως χωρὶς νὰ προκαλέσῃ θύματα. ΒΙΕΝΝΗ, 25.— Ἐις ὀρυχεῖα τῆς Αὐστρίας ἐγκλείσθησαν ἐργάται. Ὁδηγὸς αὐτοκινήτου ἐπετέθη κατὰ ἐγκύου γυναικός. ΒΗΡΥΤΟΣ, 25.— Ἐξ ἄτομα εὗρον τραγικὸν θάνατον. Ποδοσφαιρισταὶ ἐπετέθησαν κατὰ τοῦ διαιτητοῦ. Ἡ ἐπιτροπὴ νομοθετικῆς ἐξουσιοδοτήσεως συνῆλθεν. ΧΑΛΚΙΣ, 25.— Παῖδες ἔθεσαν πῦρ εἰς δάσος. Ἄγνωστοι ἥρπαξαν τὰς εἰσπράξεις λεωφορείου. xyxy=(885,1434,1067,1549)
divider xyxy=(1083,593,1420,594)
column-rule xyxy=(1074,80,1075,2118)
masthead-title: ΕΛΕΥΘΕΡΙΑ xyxy=(577,9,879,60)
article-headline: Πρόκλησις κατὰ τοῦ Μπὲν Μπέλλα xyxy=(56,627,357,679)
brief-body: Ἀγνωστοι ἐχάραξαν ἀγκυλωτὸν σταυρὸν ἐπὶ τοῦ τοίχου τῆς Σοβιετικῆς Πρεσβείας. Ὁ Βούλγαρος ἐπιτετραμμένος κ. Καμπρὲφ ἐπεσκέφθη χθὲς τὸ ὑπουργεῖον Ἐξωτερικῶν. ΡΟΔΟΣ, 25.— Στρατιῶται ἐξ ἐκπαιδευτικοῦ κέντρου συνέβαλον εἰς τὴν κατάσβεσιν πυρκαϊᾶς. xyxy=(211,1482,378,1549)
article-headline: ΕΠΙΡΡΙΠΤΟΥΝ ΕΥΘΥΝΑΙ ΕΙΣ ΤΟΝ ΜΗΧΑΝΟΔΗΓΟΝ ΤΗΣ ΕΜΠΟΡΙΚΗΣ ΑΜΑΞΟΣΤΟΙΧΙΑΣ ΤΩΝ Σ.Ε.Κ. ΔΙΑ ΤΗΝ ΤΡΑΓΙΚΗΝ ΣΥΓΚΡΟΥΣΙΝ ΤΗΣ ΛΑΡΙΣΗΣ xyxy=(654,1852,1036,1916)
column-rule xyxy=(384,80,385,2118)
article-body: Κατὰ τὸ τελευταῖον εἰκοσιτετράωρον ἐτραυματίσθησαν δέκα ἄτομα εἰς διάφορα τροχαῖα δυστυχήματα ἐντὸς τῆς περιοχῆς Ἀθηνῶν—Πειραιῶς. Κατὰ τὸ τελευταῖον εἰκοσιτετράωρον ἐτραυματίσθησαν δέκα ἄτομα εἰς διάφορα τροχαῖα δυστυχήματα ἐντὸς τῆς περιοχῆς Ἀθηνῶν—Πειραιῶς. xyxy=(623,2384,1067,2413)
masthead-date-line: ΚΥΡΙΑΚΗ 26 ΑΥΓΟΥΣΤΟΥ 1962 ΣΕΛΙΣ 12 ΓΡΑΦΕΙΑ: ΕΛΕΥΘΕΡΙΟΥ ΒΕΝΙΖΕΛΟΥ 20 xyxy=(36,51,419,62)
brief-body: ΛΕΥΚΩΣΙΑ, 25.— Βόμβα ἐξερράγη εἰς κινηματογράφον τῆς πόλεως χωρὶς νὰ προκαλέσῃ θύματα. ΒΙΕΝΝΗ, 25.— Ἐις ὀρυχεῖα τῆς Αὐστρίας ἐγκλείσθησαν ἐργάται. Ὁδηγὸς αὐτοκινήτου ἐπετέθη κατὰ ἐγκύου γυναικός. ΒΗΡΥΤΟΣ, 25.— Ἐξ ἄτομα εὗρον τραγικὸν θάνατον. Ποδοσφαιρισταὶ ἐπετέθησαν κατὰ τοῦ διαιτητοῦ. Ἡ ἐπιτροπὴ νομοθετικῆς ἐξουσιοδοτήσεως συνῆλθεν. ΧΑΛΚΙΣ, 25.— Παῖδες ἔθεσαν πῦρ εἰς δάσος. Ἄγνωστοι ἥρπαξαν τὰς εἰσπράξεις λεωφορείου. xyxy=(885,537,1067,652)
brief-column xyxy=(393,327,616,2538)
article-headline: ΕΠΤΑ ΝΕΑ ΜΟΝΟΜΕΛΗ ΠΛΗΜΜΕΛΕΙΟΔΙΚΕΙΑ ΘΑ ΛΕΙΤΟΥΡΓΗΣΟΥΝ ΕΙΣ ΠΡΟΑΣΤΙΑ ΤΩΝ ΑΘΗΝΩΝ xyxy=(686,2216,1004,2253)
brief-body: ΛΕΥΚΩΣΙΑ, 25.— Βόμβα ἐξερράγη εἰς κινηματογράφον τῆς πόλεως χωρὶς νὰ προκαλέσῃ θύματα. ΒΙΕΝΝΗ, 25.— Ἐις ὀρυχεῖα τῆς Αὐστρίας ἐγκλείσθησαν ἐργάται. Ὁδηγὸς αὐτοκινήτου ἐπετέθη κατὰ ἐγκύου γυναικός. ΒΗΡΥΤΟΣ, 25.— Ἐξ ἄτομα εὗρον τραγικὸν θάνατον. Ποδοσφαιρισταὶ ἐπετέθησαν κατὰ τοῦ διαιτητοῦ. Ἡ ἐπιτροπὴ νομοθετικῆς ἐξουσιοδοτήσεως συνῆλθεν. ΧΑΛΚΙΣ, 25.— Παῖδες ἔθεσαν πῦρ εἰς δάσος. Ἄγνωστοι ἥρπαξαν τὰς εἰσπράξεις λεωφορείου. xyxy=(885,1004,1067,1117)
lead-subhead: ΓΑΛΛΙΚΗ ΔΙΑΜΑΡΤΥΡΙΑ ΔΙΑ ΤΟ ΒΕΡΟΛΙΝΟΝ ΔΕΝ ΕΓΕΝΕΤΟ ΔΕΚΤΗ ΑΠΟ ΤΗΝ ΣΟΒΙΕΤΙΚΗΝ ΠΡΕΣΒΕΙΑΝ xyxy=(457,199,1003,215)
divider xyxy=(623,2015,1067,2016)
divider xyxy=(36,1392,377,1393)
right-column xyxy=(1083,80,1420,2118)
brief-subhead: ΕΔΗΞΕΝ ΕΞ ΑΤΟΜΑ xyxy=(1117,1144,1213,1156)
divider xyxy=(623,2293,1067,2294)
divider xyxy=(623,2209,1067,2210)
brief-body: ΛΕΥΚΩΣΙΑ, 25.— Βόμβα ἐξερράγη εἰς κινηματογράφον τῆς πόλεως χωρὶς νὰ προκαλέσῃ θύματα. ΒΙΕΝΝΗ, 25.— Ἐις ὀρυχεῖα τῆς Αὐστρίας ἐγκλείσθησαν ἐργάται. Ὁδηγὸς αὐτοκινήτου ἐπετέθη κατὰ ἐγκύου γυναικός. ΒΗΡΥΤΟΣ, 25.— Ἐξ ἄτομα εὗρον τραγικὸν θάνατον. Ποδοσφαιρισταὶ ἐπετέθησαν κατὰ τοῦ διαιτητοῦ. Ἡ ἐπιτροπὴ νομοθετικῆς ἐξουσιοδοτήσεως συνῆλθεν. ΧΑΛΚΙΣ, 25.— Παῖδες ἔθεσαν πῦρ εἰς δάσος. Ἄγνωστοι ἥρπαξαν τὰς εἰσπράξεις λεωφορείου. xyxy=(885,848,1067,962)
article-headline: ΕΦΟΝΕΥΣΕ ΤΗΝ ΣΥΖΥΓΟΝ ΤΟΥ, ΤΟΝ 8ΕΤΗ ΥΙΟΝ ΤΟΥ ΚΑΙ ΤΟΝ ΠΑΤΕΡΑ ΤΗΣ ΑΠΑΧΘΕΙΣΗΣ ΦΙΛΗΣ ΤΟΥ xyxy=(68,1278,345,1333)
brief-headline: ΑΥΞΩΝ ΚΥΩΝ ΠΡΟΚΑΛΕΙ ΠΑΝΙΚΟΝ ΕΙΣ ΚΟΖΑΝΗΝ xyxy=(1104,1117,1226,1140)
center-lower xyxy=(393,327,1067,2538)
section-label: ΑΠΑΓΩΓΗ ΕΡΓΑΤΩΝ xyxy=(762,461,861,473)
article-body: ΟΥΑΣΙΓΚΤΩΝ, 25. (Γιουνάϊτεντ).— Τὸ Στέητ Ντηπάρτμεντ διέψευσεν ὅτι αἱ Ἡνωμέναι Πολιτεῖαι ἀνεμίχθησαν εἰς τὴν ἐπίθεσιν κατὰ παραλιακῆς συνοικίας τῆς Ἀβάνας. ΟΥΑΣΙΓΚΤΩΝ, 25. (Γιουνάϊτεντ).— Τὸ Στέητ Ντηπάρτμεντ διέψευσεν ὅτι αἱ Ἡνωμέναι Πολιτεῖαι ἀνεμίχθησαν εἰς τὴν ἐπίθεσιν κατὰ παραλιακῆς συνοικίας τῆς Ἀβάνας. xyxy=(623,2061,1067,2099)
article-headline: ΔΕΚΑΠΕΝΤΕ ΧΩΡΑΙ ΣΥΜΜΕΤΕΧΟΥΝ ΕΠΙΣΗΜΩΣ ΕΙΣ ΤΗΝ ΕΦΕΤΕΙΝΗΝ ΔΙΕΘΝΗ ΕΚΘΕΣΙΝ ΘΕΣΣΑΛΟΝΙΚΗΣ xyxy=(67,766,346,831)
article-headline: ΤΟ ΠΡΟΓΡΑΜΜΑ ΤΩΝ ΕΙΣΙΤΗΡΙΩΝ ΕΞΕΤΑΣΕΩΝ ΕΙΣ ΤΟ ΠΑΝΕΠΙΣΤΗΜΙΟΝ ΤΗΣ ΘΕΣΣΑΛΟΝΙΚΗΣ xyxy=(61,1067,352,1126)
brief-headline: ΕΚΡΗΞΙΣ ΒΟΜΒΑΣ ΕΙΣ ΚΙΝΗΜΑΤΟΓΡΑΦΟΝ ΤΗΣ ΛΕΥΚΩΣΙΑΣ xyxy=(886,511,1065,534)
divider xyxy=(623,1844,1067,1846)
article-headline: Ἐπεμβαίνει ἤδη διὰ τῆς δυνάμεως τῶν ὅπλων τὸ Συμβ. τῆς Βιλλάγια xyxy=(70,396,343,473)
article-subhead: ΥΠΟΒΑΛΛΕΤΑΙ ΚΥΒΕΡΝΗΤΙΚΗ ΤΡΟΠΟΛΟΓΙΑ xyxy=(1157,449,1346,462)
article-headline: ΕΦΟΝΕΥΘΗΣΑΝ ΜΕΧΡΙ ΤΟΥΔΕ 41 ΑΤΟΜΑ ΕΝ ΤΗ ΠΡΟΣΠΑΘΕΙΑ ΤΩΝ ΝΑ ΔΙΑΦΥΓΟΥΝ ΕΞ ΑΝ. ΒΕΡΟΛΙΝΟΥ xyxy=(649,329,845,442)
masthead-phone-line: ΤΗΛΕΦΩΝΟΝ ΓΡΑΦΕΙΩΝ: 624-501—ΤΥΠΟΓΡΑΦΕΙΑ: ΓΕΡΑΝΙΟΥ 7, ΤΗΛΕΦ. 537-061 xyxy=(1027,51,1420,62)
lead-headline: Ο Ο ΥΘΑΝΤ ΑΦΙΚΕΤΟ ΧΘΕΣ ΕΙΣ ΤΗΝ ΜΟΣΧΑΝ ΚΑΙ ΘΑ ΕΧΗ ΣΥΝΟΜΙΛΙΑΣ ΜΕ ΤΟΝ ΚΡΟΥΣΤΣΕΦ ΕΠΙ ΤΟΥ ΠΡΟΒΛΗΜΑΤΟΣ ΤΟΥ ΒΕΡΟΛΙΝΟΥ xyxy=(404,84,1056,166)
article-headline: ΑΙΣΘΗΤΗ ΕΠΙΔΕΙΝΩΣΙΣ ΣΗΜΕΙΟΥΣΘΗ ΚΑΤΑΣΤΑΣΙΣ ΕΙΣ ΤΗΝ ΑΣΤΟΥΡΙΑΝ xyxy=(663,2429,1026,2470)
article-body: ΒΕΡΟΛΙΝΟΝ, 25. (Γιουνάϊτεντ).— Κατὰ ἀνακοίνωσιν τῆς ἀστυνομίας τοῦ Δυτικοῦ Βερολίνου, ἐφονεύθησαν μέχρι τοῦδε 41 ἄτομα κατὰ τὴν προσπάθειάν των νὰ διαφύγουν ἐξ Ἀνατολικοῦ Βερολίνου ἀπὸ τῆς ἀνεγέρσεως τοῦ τείχους. ΧΕΛΜΣΤΕΝΤ, 25.— Ὁμὰς ἐνόπλων κομμουνιστῶν ἀπήγαγεν ἐργάτας ἐκ τῆς δυτικῆς ζώνης ἐνῷ εἰργάζοντο πλησίον τῆς μεθορίου. ΑΠΑΓΩΓΗ ΕΡΓΑΤΩΝ ΒΕΡΟΛΙΝΟΝ, 25. (Γιουνάϊτεντ).— Κατὰ ἀνακοίνωσιν τῆς ἀστυνομίας τοῦ Δυτικοῦ Βερολίνου, ἐφονεύθησαν μέχρι τοῦδε 41 ἄτομα κατὰ τὴν προσπάθειάν των νὰ διαφύγουν ἐξ Ἀνατολικοῦ Βερολίνου ἀπὸ τῆς ἀνεγέρσεως τοῦ τείχους. ΧΕΛΜΣΤΕΝΤ, 25.— Ὁμὰς ἐνόπλων κομμουνιστῶν ἀπήγαγεν ἐργάτας ἐκ τῆς δυτικῆς ζώνης ἐνῷ εἰργάζοντο πλησίον τῆς μεθορίου. xyxy=(623,461,871,619)
article-body: ΡΩΜΗ, 25. (Γαλλ. Πρακτ.).— Ἀγρότης ἐκ Καλαβρίας ἐφόνευσε τὴν σύζυγόν του, τὸν ὀκταετῆ υἱόν του καὶ τὸν πατέρα τῆς φίλης του, τὴν ὁποίαν εἶχεν ἀπαγάγει. Ὁ δράστης συνελήφθη. ΡΩΜΗ, 25. (Γαλλ. Πρακτ.).— Ἀγρότης ἐκ Καλαβρίας ἐφόνευσε τὴν σύζυγόν του, τὸν ὀκταετῆ υἱόν του καὶ τὸν πατέρα τῆς φίλης του, τὴν ὁποίαν εἶχεν ἀπαγάγει. Ὁ δράστης συνελήφθη. xyxy=(36,1336,377,1384)
article-headline-2: ΑΠΕΡΓΟΥΝ 15 ΧΙΛΙΑΔΕΣ ΑΝΘΡΑΚΩΡΥΧΟΙ xyxy=(693,2473,996,2494)
brief-headline: ΥΠΟΤΡΟΦΙΑΙ ΔΙΑ ΣΠΟΥΔΑΣ ΕΙΣ ΗΝΩΜΕΝΑΣ ΠΟΛΙΤΕΙΑΣ xyxy=(395,1788,608,1812)
divider xyxy=(1083,678,1420,681)
brief-body: ΛΕΥΚΩΣΙΑ, 25.— Βόμβα ἐξερράγη εἰς κινηματογράφον τῆς πόλεως χωρὶς νὰ προκαλέσῃ θύματα. ΒΙΕΝΝΗ, 25.— Ἐις ὀρυχεῖα τῆς Αὐστρίας ἐγκλείσθησαν ἐργάται. Ὁδηγὸς αὐτοκινήτου ἐπετέθη κατὰ ἐγκύου γυναικός. ΒΗΡΥΤΟΣ, 25.— Ἐξ ἄτομα εὗρον τραγικὸν θάνατον. Ποδοσφαιρισταὶ ἐπετέθησαν κατὰ τοῦ διαιτητοῦ. Ἡ ἐπιτροπὴ νομοθετικῆς ἐξουσιοδοτήσεως συνῆλθεν. ΧΑΛΚΙΣ, 25.— Παῖδες ἔθεσαν πῦρ εἰς δάσος. Ἄγνωστοι ἥρπαξαν τὰς εἰσπράξεις λεωφορείου. xyxy=(885,1159,1067,1273)
brief-headline: ΚΑΚΟΠΟΙΗΤΑΙ ΑΡΠΑΞΑΝ ΕΙΣΠΡΑΞΕΙΣ ΛΕΩΦΟΡΕΙΟΥ xyxy=(885,1695,1067,1719)
article-subhead: ΑΠΗΧΘΗΣΑΝ ΕΡΓΑΤΑΙ ΥΠΟ ΚΟΜΜΟΥΝΙΣΤΩΝ xyxy=(652,445,843,459)
article-body: ΠΑΡΙΣΙΟΙ, 25. (Γαλλ. Πρακτ.).— Βουλευταὶ παρέλαβον ἐντὸς τῶν φακέλων των ἐπιστολὰς τῆς Ο.Α.Σ. διὰ τῶν ὁποίων ἐπιδοκιμάζεται ἡ ἀπόπειρα κατὰ τοῦ Προέδρου Ντὲ Γκώλ. Ἡ ἀστυνομία διεξάγει ἐρεύνας διὰ τὴν ἀνακάλυψιν τῶν ὑπευθύνων. Ἐνισχύεται ἡ ἄποψις ὅτι ὑπάρχουν ὑψηλοὶ συνένοχοι. Ὁ Πρόεδρος ἐπέστρεψεν εἰς τὰ Ἠλύσια. ΠΑΡΙΣΙΟΙ, 25. (Γαλλ. Πρακτ.).— Βουλευταὶ παρέλαβον ἐντὸς τῶν φακέλων των ἐπιστολὰς τῆς Ο.Α.Σ. διὰ τῶν ὁποίων ἐπιδοκιμάζεται ἡ ἀπόπειρα κατὰ τοῦ Προέδρου Ντὲ Γκώλ. Ἡ ἀστυνομία διεξάγει ἐρεύνας διὰ τὴν ἀνακάλυψιν τῶν ὑπευθύνων. Ἐνισχύεται ἡ ἄποψις ὅτι ὑπάρχουν ὑψηλοὶ συνένοχοι. Ὁ Πρόεδρος ἐπέστρεψεν εἰς τὰ Ἠλύσια. xyxy=(1083,274,1420,369)
article-headline: ΘΑ ΣΥΝΕΧΙΣΘΗ ΕΝΤΟΝΩΤΕΡΟΣ Ο ΑΓΩΝ ΤΩΝ ΦΟΙΤΗΤΩΝ ΜΕΧΡΙΣ ΑΚΥΡΩΣΕΩΣ ΤΟΥ ΦΑΣΙΣΤΙΚΟΥ Ν)ΣΧΕΔΙΟΥ ΤΗΣ ΚΥΒΕΡΝΗΣΕΩΣ ΠΕΡΙ ΑΝΩΤΑΤΩΝ ΙΔΡΥΜΑΤΩΝ xyxy=(1112,686,1390,756)
brief-headline: ΑΠΟΚΑΛΥΠΤΗΡΙΑ ΠΡΟΤΟΜΩΝ ΚΑΙ ΜΝΗΜΕΙΩΝ ΠΕΣΟΝΤΩΝ ΤΟΥ ΜΑΚΕΔΟΝΙΚΟΥ ΑΓΩΝΟΣ xyxy=(393,846,610,882)
divider xyxy=(393,319,1067,321)
brief-body: ΟΥΑΣΙΓΚΤΩΝ, 25. (Ρώυτερ).— Ὁ Τζὼρτζ Λάριγκ, πρόεδρος τῆς ἐπιτροπῆς φαρμάκων, ἐδήλωσεν ὅτι ἀναμένονται καὶ ἄλλα θύματα ἐκ τοῦ φαρμάκου. Οἱ ἀσκούμενοι δικηγόροι Ἀθηνῶν ἀπεφάσισαν νὰ πραγματοποιήσουν συγκέντρωσιν διαμαρτυρίας διὰ τὸ ζήτημα τῆς ἀμοιβῆς των. Εἰς διάφορα χωρία τῆς Μακεδονίας ἐτελέσθησαν τὰ ἀποκαλυπτήρια προτομῶν Μακεδονομάχων. Ὁ ἀντιπρόεδρος τῆς Κυβερνήσεως ἐδέχθη τὸν Πρύτανιν τοῦ Πανεπιστημίου Ἀθηνῶν. Βουλευτὴς τῆς ἀντιπολιτεύσεως κατήγγειλε προσλήψεις εἰς τὴν Δ.Ε.Η. Ἡ Τελωνειακὴ ὑπηρεσία κατέσχε παρείσακτα ἐμπορεύματα. ΛΑΜΙΑ, 25.— Βοσκὸς ἐφονεύθη καταπεσὼν ἀπὸ ἐλάτην. ΑΓΚΥΡΑ, 25.— Ὁ ἀριθμὸς τῶν ἀνέργων ἀνέρχεται εἰς ἓν ἑκατομμύριον. Εἰς Θεσσαλονίκην ἀνεκαλύφθη καλλιέργεια ἰνδικῆς καννάβεως. Ὁ Πανελλήνιος Φαρμακευτικὸς Σύλλογος θὰ πραγματοποιήσῃ ἔκτακτον συνέδριον. Ἀγρότης ἐφονεύθη ἀπὸ κατολισθήσαντα βράχον. Ἀνακοινώνεται ὑπὸ τῆς Ἑλληνοαμερικανικῆς Ἐνώσεως προκήρυξις ὑποτροφιῶν. Ἀποτελέσματα ἱπποδρομιῶν: Α΄ κούρσα, Β΄ κούρσα, Γ΄ κούρσα. xyxy=(393,1510,610,1719)
article-body: Ἀγγέλεται ὅτι τὸ Πολιτικὸν Γραφεῖον κατεδίκασε τὴν ἐπέμβασιν τῶν στρατιωτικῶν ἀρχηγῶν. Τὸ Συμβούλιον τῆς 4ης Βιλλάγια ἐξέδωκεν ἀνακοινωθὲν διὰ τοῦ ὁποίου τονίζει ὅτι δὲν ἀναγνωρίζει καμμίαν ἄλλην ἐξουσίαν. Ἐν τῷ μεταξὺ ὁ κ. Κὰτ ἀνεκοίνωσεν ὅτι τὸ Γραφεῖον θὰ ἐγκατασταθῇ εἰς τὴν πρωτεύουσαν ἐντὸς τῶν προσεχῶν ἡμερῶν. Ἀγγέλεται ὅτι τὸ Πολιτικὸν Γραφεῖον κατεδίκασε τὴν ἐπέμβασιν τῶν στρατιωτικῶν ἀρχηγῶν. Τὸ Συμβούλιον τῆς 4ης Βιλλάγια ἐξέδωκεν ἀνακοινωθὲν διὰ τοῦ ὁποίου τονίζει ὅτι δὲν ἀναγνωρίζει καμμίαν ἄλλην ἐξουσίαν. Ἐν τῷ μεταξὺ ὁ κ. Κὰτ ἀνεκοίνωσεν ὅτι τὸ Γραφεῖον θὰ ἐγκατασταθῇ εἰς τὴν πρωτεύουσαν ἐντὸς τῶν προσεχῶν ἡμερῶν. Ἀγγέλεται ὅτι τὸ Πολιτικὸν Γραφεῖον κατεδίκασε τὴν ἐπέμβασιν τῶν στρατιωτικῶν ἀρχηγῶν. Τὸ Συμβούλιον τῆς 4ης Βιλλάγια ἐξέδωκεν ἀνακοινωθὲν διὰ τοῦ ὁποίου τονίζει ὅτι δὲν ἀναγνωρίζει καμμίαν ἄλλην ἐξουσίαν. Ἐν τῷ μεταξὺ ὁ κ. Κὰτ ἀνεκοίνωσεν ὅτι τὸ Γραφεῖον θὰ ἐγκατασταθῇ εἰς τὴν πρωτεύουσαν ἐντὸς τῶν προσεχῶν ἡμερῶν. xyxy=(36,478,377,622)
article-body: Ὑπὸ τοῦ Πανεπιστημίου Θεσσαλονίκης ἀνεκοινώθη τὸ πρόγραμμα τῶν εἰσιτηρίων ἐξετάσεων διὰ τὸ ἀκαδημαϊκὸν ἔτος 1962—1963. Αἱ ἐξετάσεις θὰ ἀρχίσουν τὴν 21ην Σεπτεμβρίου ἐν ταῖς αἰθούσαις τῆς Πανεπιστημιουπόλεως. Οἱ ὑποψήφιοι ὀφείλουν νὰ προσέλθουν μὲ τὰ δελτία ταυτότητος. Ὑπὸ τοῦ Πανεπιστημίου Θεσσαλονίκης ἀνεκοινώθη τὸ πρόγραμμα τῶν εἰσιτηρίων ἐξετάσεων διὰ τὸ ἀκαδημαϊκὸν ἔτος 1962—1963. Αἱ ἐξετάσεις θὰ ἀρχίσουν τὴν 21ην Σεπτεμβρίου ἐν ταῖς αἰθούσαις τῆς Πανεπιστημιουπόλεως. Οἱ ὑποψήφιοι ὀφείλουν νὰ προσέλθουν μὲ τὰ δελτία ταυτότητος. Ὑπὸ τοῦ Πανεπιστημίου Θεσσαλονίκης ἀνεκοινώθη τὸ πρόγραμμα τῶν εἰσιτηρίων ἐξετάσεων διὰ τὸ ἀκαδημαϊκὸν ἔτος 1962—1963. Αἱ ἐξετάσεις θὰ ἀρχίσουν τὴν 21ην Σεπτεμβρίου ἐν ταῖς αἰθούσαις τῆς Πανεπιστημιουπόλεως. Οἱ ὑποψήφιοι ὀφείλουν νὰ προσέλθουν μὲ τὰ δελτία ταυτότητος. xyxy=(36,1128,377,1264)
brief-body: Ἀγνωστοι ἐχάραξαν ἀγκυλωτὸν σταυρὸν ἐπὶ τοῦ τοίχου τῆς Σοβιετικῆς Πρεσβείας. Ὁ Βούλγαρος ἐπιτετραμμένος κ. Καμπρὲφ ἐπεσκέφθη χθὲς τὸ ὑπουργεῖον Ἐξωτερικῶν. ΡΟΔΟΣ, 25.— Στρατιῶται ἐξ ἐκπαιδευτικοῦ κέντρου συνέβαλον εἰς τὴν κατάσβεσιν πυρκαϊᾶς. xyxy=(36,1440,203,1507)
brief-headline: Η ΕΠΙΤΡΟΠΗ ΝΟΜΟΘΕΤ. ΕΞΟΥΣΙΟΔΟΤΗΣΕΩΣ xyxy=(916,1276,1035,1299)
brief-headline: ΠΟΔΟΣΦΑΙΡΙΣΤΑΙ ΔΙΗΝΕΡΓΗΣΑΝ ΕΠΙΘΕΣΙΝ ΚΑΤΑ ΔΙΑΙΤΗΤΩΝ ΥΠΟ ΔΕΥΤΕΡΟΥ xyxy=(896,1121,1055,1157)
newspaper-page xyxy=(36,9,1420,2535)
ink-blot xyxy=(204,2088,217,2100)
brief-headline: ΟΙ ΑΣΚΟΥΜΕΝΟΙ ΔΙΚΗΓΟΡΟΙ ΠΡΑΓΜΑΤΟΠΟΙΟΥΝ ΣΥΓΚΕΝΤΡΩΣΙΝ ΔΙΑΜΑΡΤΥΡΙΑΣ xyxy=(414,596,589,632)
divider xyxy=(36,1269,377,1272)
section-label: ΟΙ ΑΥΤΟΚΙΝΗΤΙΣΤΑΙ xyxy=(1117,535,1212,547)
divider xyxy=(1083,377,1420,379)
article-body: ΑΚΡΩΤΗΡΙΟΝ ΚΑΝΑΒΕΡΑΛ, 25.— Ἡ Ὑπηρεσία Ἀεροναυτικῆς ἀνεκοίνωσεν ὅτι σήμερον θὰ ἐκτοξευθῇ τὸ διαστημόπλοιον «Μάρινερ 2» μὲ προορισμὸν τὸν πλανήτην Ἀφροδίτην. Τὸ ταξίδιον θὰ διαρκέσῃ περὶ τοὺς τρεῖς μῆνας. ΑΚΡΩΤΗΡΙΟΝ ΚΑΝΑΒΕΡΑΛ, 25.— Ἡ Ὑπηρεσία Ἀεροναυτικῆς ἀνεκοίνωσεν ὅτι σήμερον θὰ ἐκτοξευθῇ τὸ διαστημόπλοιον «Μάρινερ 2» μὲ προορισμὸν τὸν πλανήτην Ἀφροδίτην. Τὸ ταξίδιον θὰ διαρκέσῃ περὶ τοὺς τρεῖς μῆνας. xyxy=(885,390,1067,508)
brief-body: ΚΟΖΑΝΗ, 25.— Λυσσασμένος κύων ἔδηξεν ἓξ ἄτομα. ΘΕΣΣΑΛΟΝΙΚΗ, 25.— Ταχυδρομικὸς διανομεὺς κατηγορεῖται ὅτι ἐξηπάτησε πολίτας. ΕΛΛΙΝΓΚΕΝ, 25.— Ἀνεκαλύφθη σκελετὸς δεινοσαύρου. ΘΕΣΣΑΛΟΝΙΚΗ, 25.— Ἀφίκετο ἐνταῦθα Τοῦρκος στρατηγός. xyxy=(1256,1259,1420,1325)
brief-headline: ΒΟΕΙΤΗΣ ΕΦΟΝΕΥΘΗ ΚΑΤΑΠΕΣΩΝ ΕΚ ΕΛΑΤΗΣ xyxy=(409,1429,594,1452)
article-headline: Η ΚΥΒΕΡΝΗΣΙΣ ΚΑΤΑΘΕΤΕΙ ΤΡΟΠΟΛΟΓΙΑΝ ΕΙΣ Ν)ΣΧΕΔΙΟΝ xyxy=(1135,599,1368,628)
brief-headline: ΕΚΑΝΕ ΕΚΑΤΟΜΜΥΡΙΟΝ ΟΙ ΑΝΕΡΓΟΙ ΕΙΣ ΤΗΝ ΤΟΥΡΚΙΑΝ xyxy=(402,1456,601,1480)
article-subhead: ΕΝΙΣΧΥΕΤΑΙ Η ΑΠΟΨΙΣ ΠΕΡΙ ΥΠΑΡΞΕΩΣ «ΥΨΗΛΩΝ» ΣΥΝΕΝΟΧΩΝ xyxy=(1131,243,1371,270)
divider xyxy=(623,2357,1067,2358)
divider xyxy=(1083,805,1420,808)
brief-headline: ΔΙΑ ΚΙΝΗΜΑΤΟΓΡΑΦΙΚΟΥΣ ΜΗΧΑΝΑΣ ΕΙΣ ΟΡΥΧΕΙΑ ΕΚΛΕΙΣΤΗ ΕΙΣ ΕΡΓΑΣΙΑΝ xyxy=(891,654,1060,690)
berlin-story xyxy=(623,327,871,1838)
section-label: ΤΙ ΖΗΤΟΥΝ ΟΙ ΣΠΑΠ xyxy=(1289,497,1386,509)
divider xyxy=(1083,985,1420,987)
